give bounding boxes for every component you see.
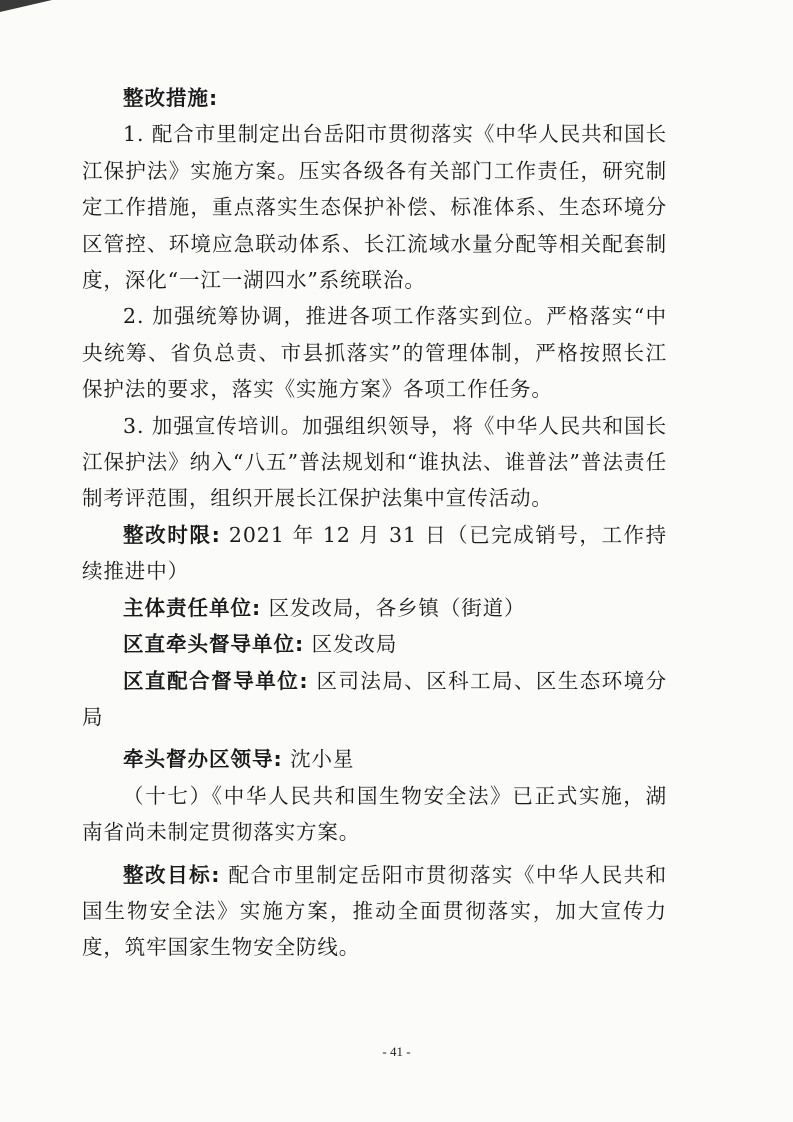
- leader-label: 牵头督办区领导:: [123, 747, 283, 772]
- measures-heading: [82, 80, 667, 116]
- main-unit-value: 区发改局，各乡镇（街道）: [268, 595, 526, 620]
- page-number: - 41 -: [382, 1044, 411, 1059]
- goal-value: 配合市里制定岳阳市贯彻落实《中华人民共和国生物安全法》实施方案，推动全面贯彻落实，加大宣传力度，筑牢国家生物安全防线。: [82, 862, 668, 960]
- measures-label: 整改措施:: [123, 86, 219, 110]
- issue-17: （十七）《中华人民共和国生物安全法》已正式实施，湖南省尚未制定贯彻落实方案。: [82, 783, 667, 845]
- deadline-label: 整改时限:: [123, 522, 221, 547]
- lead-supervisor-value: 区发改局: [311, 632, 398, 657]
- main-unit-label: 主体责任单位:: [123, 595, 262, 620]
- lead-supervisor-line: [82, 626, 667, 662]
- main-unit-line: [82, 590, 667, 626]
- measure-1: 1. 配合市里制定出台岳阳市贯彻落实《中华人民共和国长江保护法》实施方案。压实各级各有关部门工作责任，研究制定工作措施，重点落实生态保护补偿、标准体系、生态环境分区管控、环境应急联动体系、长江流域水量分配等相关配套制度，深化“一江一湖四水”系统联治。: [82, 122, 667, 293]
- deadline-value: 2021 年 12 月 31 日（已完成销号，工作持续推进中）: [82, 522, 667, 584]
- scan-corner-mark: [0, 0, 52, 12]
- coop-supervisor-value: 区司法局、区科工局、区生态环境分局: [82, 668, 668, 729]
- document-body: [82, 80, 667, 966]
- deadline-line: [82, 517, 667, 590]
- goal-label: 整改目标:: [123, 862, 221, 887]
- measure-3: 3. 加强宣传培训。加强组织领导，将《中华人民共和国长江保护法》纳入“八五”普法规划和“谁执法、谁普法”普法责任制考评范围，组织开展长江保护法集中宣传活动。: [82, 413, 667, 511]
- coop-supervisor-line: [82, 663, 667, 736]
- measure-2: 2. 加强统筹协调，推进各项工作落实到位。严格落实“中央统筹、省负总责、市县抓落实”的管理体制，严格按照长江保护法的要求，落实《实施方案》各项工作任务。: [82, 304, 667, 402]
- goal-line: [82, 857, 667, 966]
- coop-supervisor-label: 区直配合督导单位:: [123, 668, 309, 693]
- leader-line: [82, 741, 667, 777]
- lead-supervisor-label: 区直牵头督导单位:: [123, 632, 305, 657]
- leader-value: 沈小星: [290, 747, 355, 772]
